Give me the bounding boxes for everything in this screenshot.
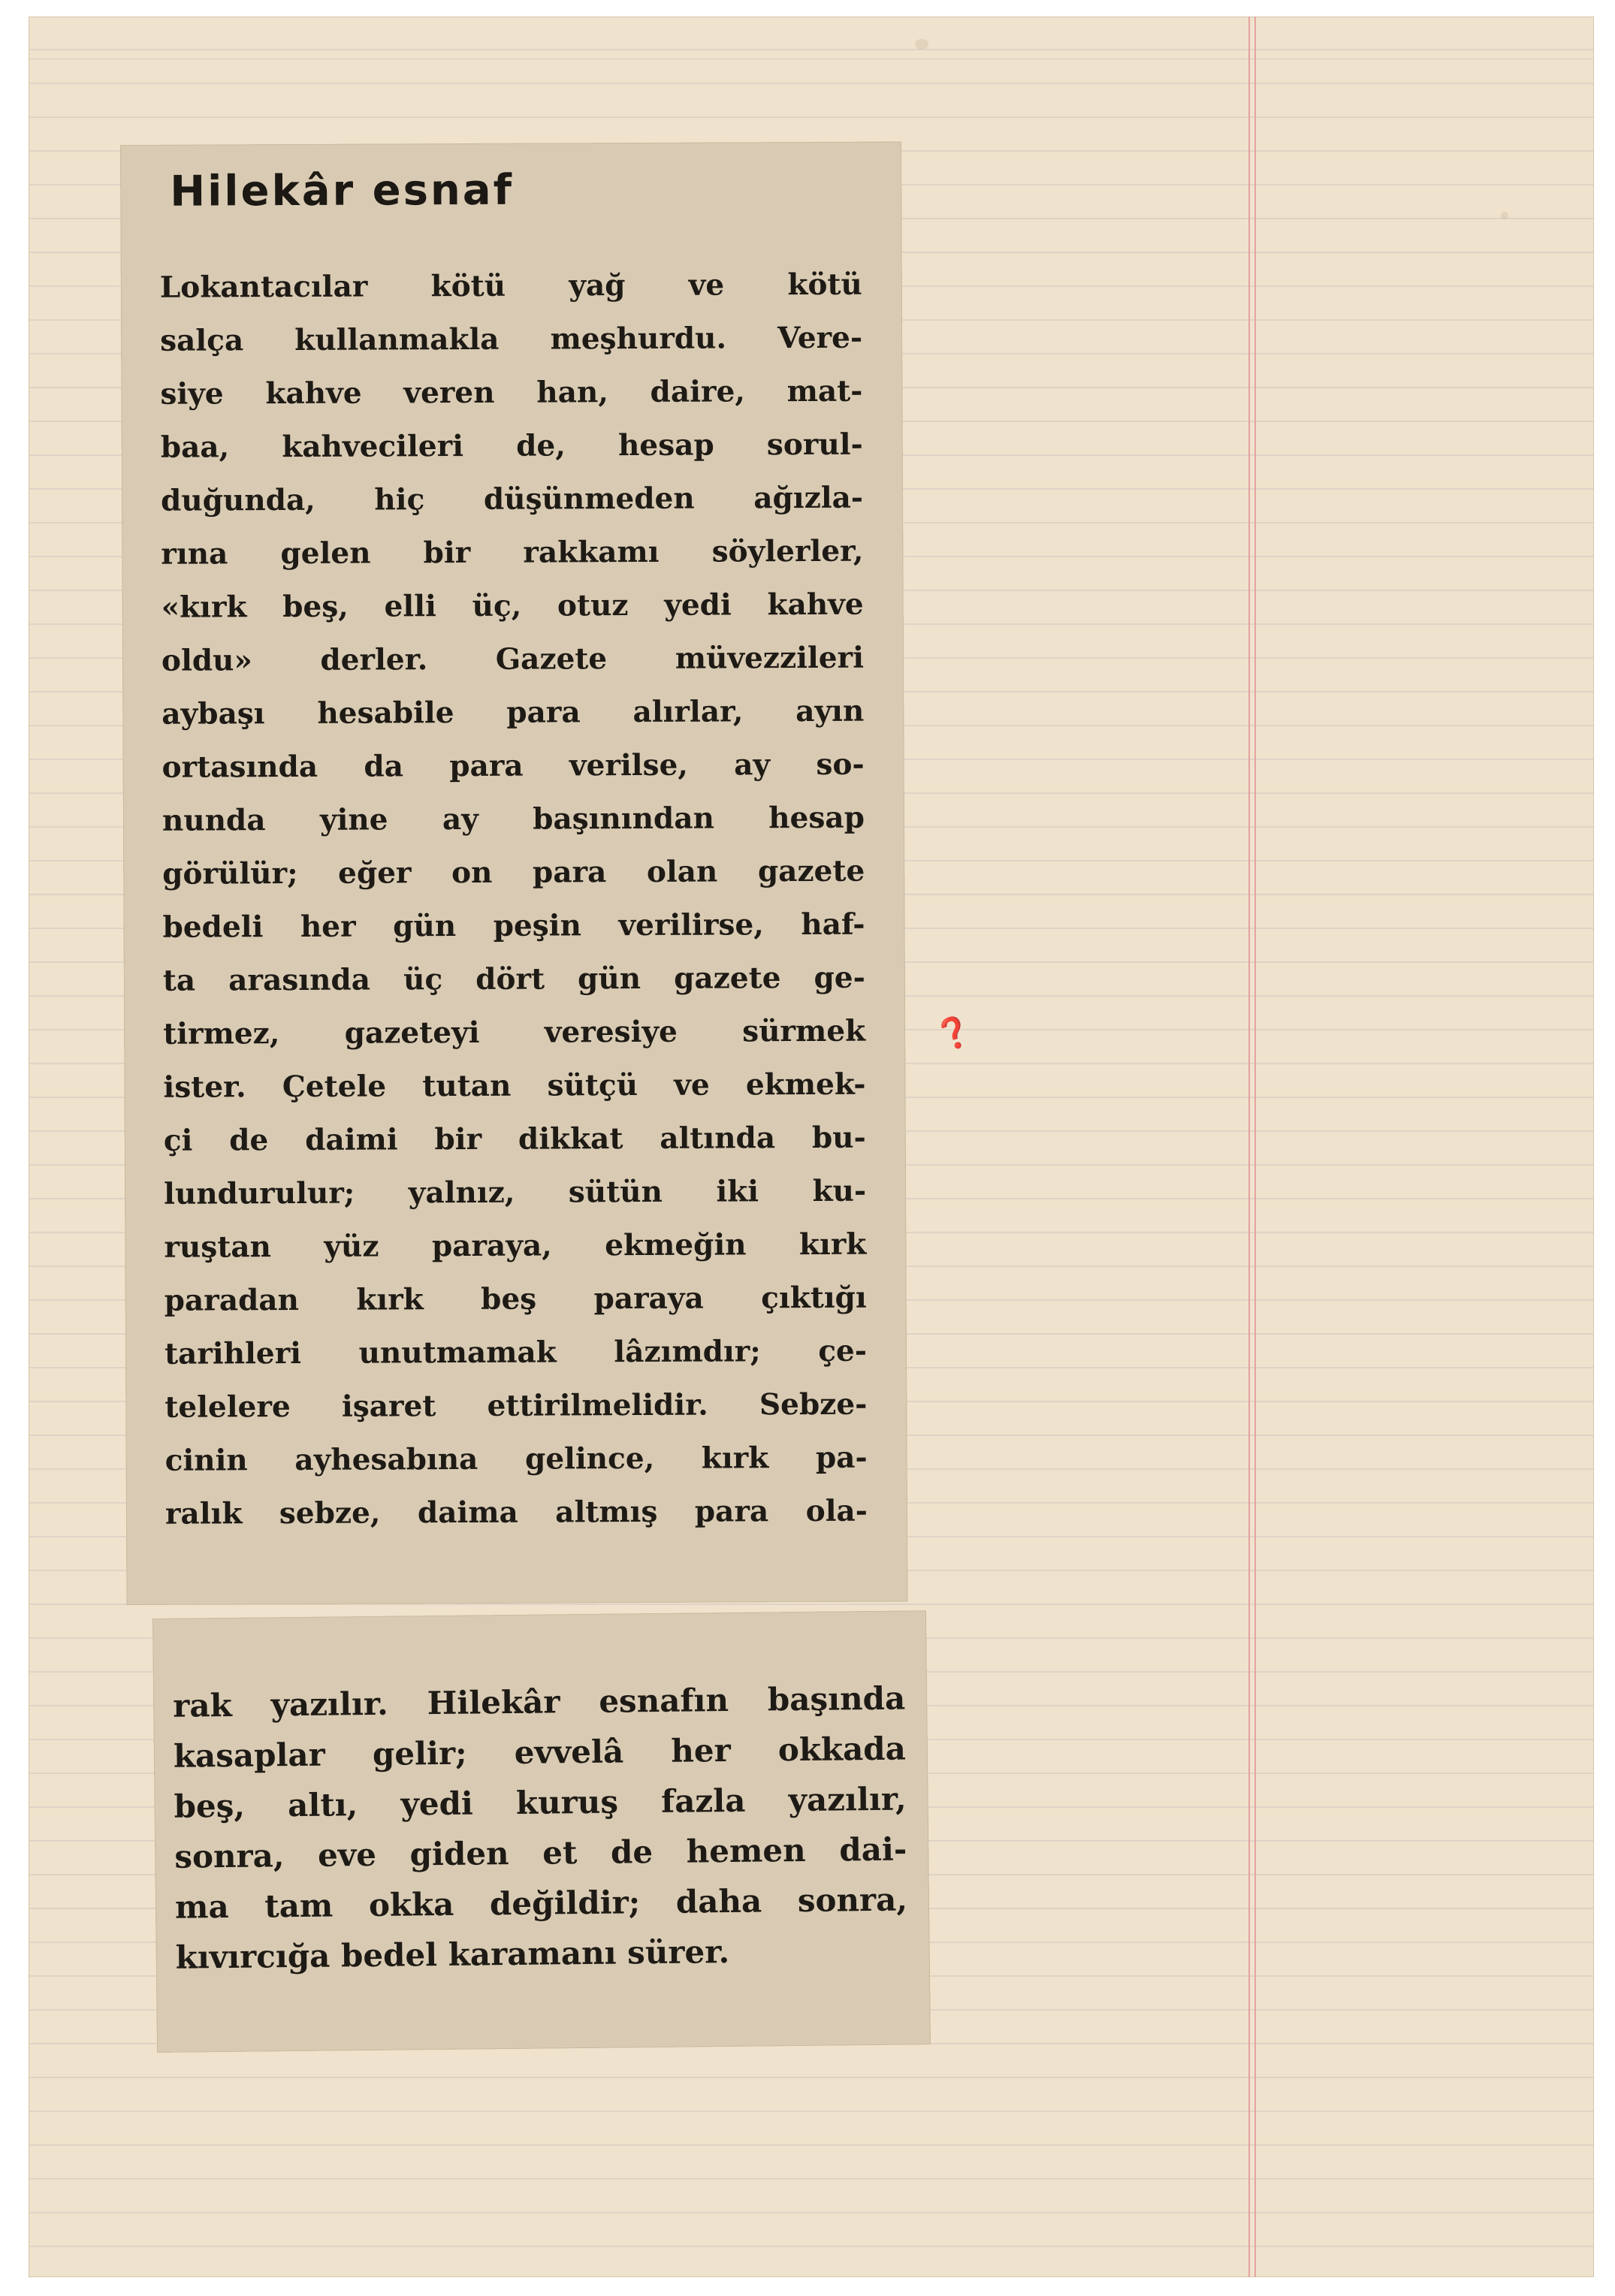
text-line: rına gelen bir rakkamı söylerler, [161,533,864,572]
text-line: sonra, eve giden et de hemen dai- [174,1830,907,1875]
text-line: rak yazılır. Hilekâr esnafın başında [172,1679,906,1724]
text-line: telelere işaret ettirilmelidir. Sebze- [165,1386,868,1425]
text-line: ortasında da para verilse, ay so- [162,747,865,785]
text-line: ralık sebze, daima altmış para ola- [165,1493,868,1531]
text-line: lundurulur; yalnız, sütün iki ku- [163,1173,867,1211]
text-line: ma tam okka değildir; daha sonra, [174,1881,908,1926]
text-line: paradan kırk beş paraya çıktığı [164,1280,867,1318]
text-line: ruştan yüz paraya, ekmeğin kırk [164,1226,867,1265]
clipping-headline: Hilekâr esnaf [170,165,515,216]
text-line: siye kahve veren han, daire, mat- [160,373,863,412]
paper-stain [1501,212,1508,219]
text-line: görülür; eğer on para olan gazete [162,853,865,892]
text-line: «kırk beş, elli üç, otuz yedi kahve [161,587,864,625]
text-line: çi de daimi bir dikkat altında bu- [163,1120,866,1158]
text-line: ister. Çetele tutan sütçü ve ekmek- [163,1067,866,1105]
text-line: duğunda, hiç düşünmeden ağızla- [160,480,864,518]
text-line: baa, kahvecileri de, hesap sorul- [160,427,863,465]
margin-rule-left [1248,17,1250,2277]
newspaper-clipping-2 [152,1610,931,2053]
text-line: bedeli her gün peşin verilirse, haf- [162,907,865,945]
text-line: nunda yine ay başınından hesap [162,800,865,838]
pencil-mark-icon: ❓ [930,1010,978,1057]
paper-stain [915,39,928,50]
text-line: salça kullanmakla meşhurdu. Vere- [160,320,863,358]
text-line: aybaşı hesabile para alırlar, ayın [162,693,865,732]
text-line: oldu» derler. Gazete müvezzileri [161,640,865,678]
text-line: cinin ayhesabına gelince, kırk pa- [165,1440,868,1478]
text-line: kıvırcığa bedel karamanı sürer. [175,1932,730,1976]
margin-rule-right [1254,17,1256,2277]
newspaper-clipping-1 [120,141,907,1605]
text-line: kasaplar gelir; evvelâ her okkada [173,1730,907,1775]
clipping-1-body [160,258,868,1541]
clipping-2-body [173,1673,908,1983]
text-line: tirmez, gazeteyi veresiye sürmek [163,1013,866,1051]
text-line: ta arasında üç dört gün gazete ge- [162,960,865,998]
text-line: Lokantacılar kötü yağ ve kötü [159,267,862,305]
text-line: beş, altı, yedi kuruş fazla yazılır, [174,1780,907,1825]
text-line: tarihleri unutmamak lâzımdır; çe- [164,1333,868,1371]
